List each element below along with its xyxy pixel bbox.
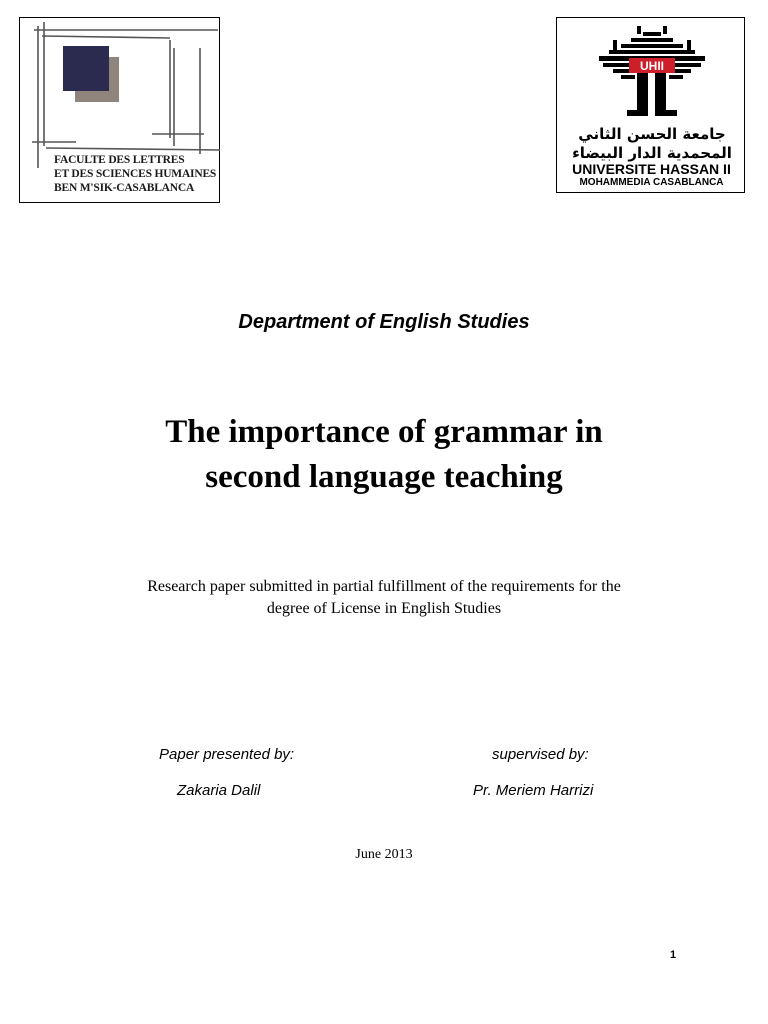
faculty-line-3: BEN M'SIK-CASABLANCA xyxy=(54,182,195,194)
faculty-line-2: ET DES SCIENCES HUMAINES xyxy=(54,168,217,180)
title-line-1: The importance of grammar in xyxy=(165,414,603,450)
document-title xyxy=(0,410,768,500)
university-arabic-name xyxy=(569,125,735,163)
presented-by-label: Paper presented by: xyxy=(159,746,295,763)
submission-date: June 2013 xyxy=(355,847,413,862)
uhii-text: UHII xyxy=(640,59,664,73)
faculty-line-1: FACULTE DES LETTRES xyxy=(54,154,185,166)
subtitle-line-2: degree of License in English Studies xyxy=(266,600,502,617)
university-city: MOHAMMEDIA CASABLANCA xyxy=(579,177,724,188)
university-name: UNIVERSITE HASSAN II xyxy=(572,161,731,177)
supervisor-name: Pr. Meriem Harrizi xyxy=(473,782,594,799)
faculty-logo xyxy=(19,17,220,203)
document-subtitle xyxy=(0,576,768,620)
university-logo xyxy=(556,17,745,193)
title-line-2: second language teaching xyxy=(205,459,563,495)
author-name: Zakaria Dalil xyxy=(177,782,261,799)
arabic-line-2: المحمدية الدار البيضاء xyxy=(572,144,732,162)
faculty-name xyxy=(54,153,236,195)
dark-square xyxy=(63,46,109,91)
subtitle-line-1: Research paper submitted in partial fulfillment of the requirements for the xyxy=(147,578,621,595)
page-number: 1 xyxy=(669,949,677,961)
department-heading: Department of English Studies xyxy=(238,311,530,333)
arabic-line-1: جامعة الحسن الثاني xyxy=(578,125,726,143)
supervised-by-label: supervised by: xyxy=(492,746,589,763)
